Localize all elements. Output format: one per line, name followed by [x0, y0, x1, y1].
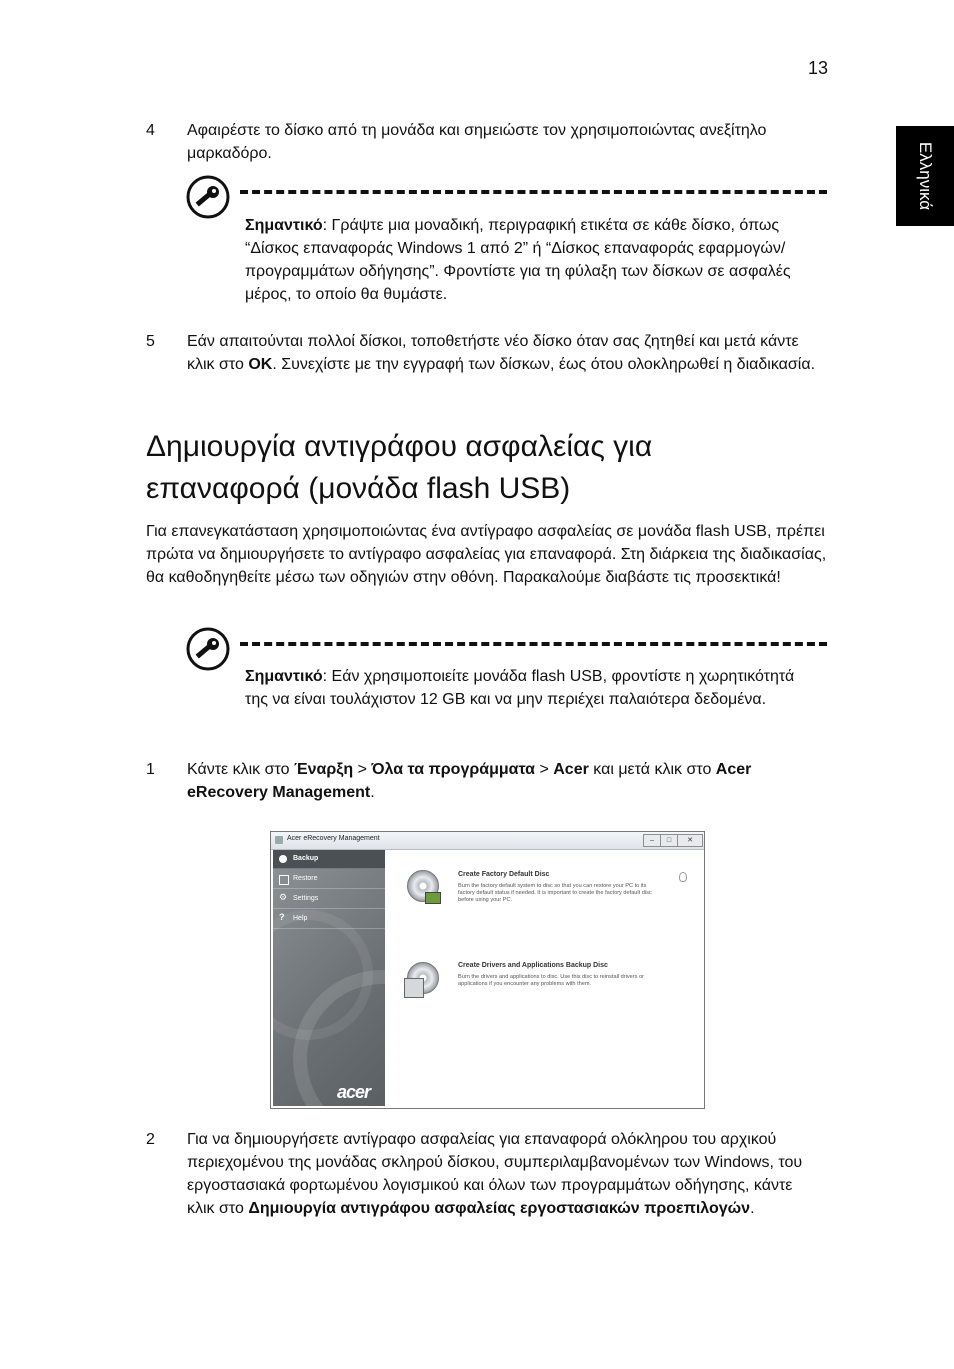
step-1-number: 1: [146, 761, 155, 778]
maximize-button[interactable]: □: [660, 834, 678, 847]
step-1-t2: >: [353, 761, 372, 778]
sidebar-item-help[interactable]: [273, 910, 385, 929]
sidebar-item-settings[interactable]: [273, 890, 385, 909]
step-2-body: Για να δημιουργήσετε αντίγραφο ασφαλείας για επαναφορά ολόκληρου του αρχικού περιεχομένου της μονάδας σκληρού δίσκου, συμπεριλαμβανομένων των Windows, του εργοστασιακά φορτωμένου λογισμικού και όλων των προγραμμάτων οδήγησης, κάντε κλικ στο: [187, 1131, 803, 1217]
step-5-number: 5: [146, 333, 155, 350]
help-icon: ?: [279, 912, 285, 922]
window-title: Acer eRecovery Management: [287, 835, 380, 842]
step-4-number: 4: [146, 122, 155, 139]
app-icon: [275, 836, 283, 844]
sidebar-item-restore[interactable]: [273, 870, 385, 889]
intro-paragraph: Για επανεγκατάσταση χρησιμοποιώντας ένα αντίγραφο ασφαλείας σε μονάδα flash USB, πρέπει πρώτα να δημιουργήσετε το αντίγραφο ασφαλείας για επαναφορά. Στη διάρκεια της διαδικασίας, θα καθοδηγηθείτε μέσω των οδηγιών στην οθόνη. Παρακαλούμε διαβάστε τις προσεκτικά!: [146, 523, 827, 586]
note-divider: [240, 642, 827, 646]
option-factory-desc: Burn the factory default system to disc so that you can restore your PC to its factory default status if needed. It is important to create the factory default disc before using your PC.: [458, 883, 652, 903]
close-button[interactable]: ✕: [677, 834, 703, 847]
step-1-t3: >: [535, 761, 554, 778]
section-heading-line-1: Δημιουργία αντιγράφου ασφαλείας για: [146, 430, 653, 463]
key-icon: [186, 627, 230, 671]
note-1: [245, 214, 817, 306]
note-2-text: : Εάν χρησιμοποιείτε μονάδα flash USB, φροντίστε η χωρητικότητά της να είναι τουλάχιστον 12 GB και να μην περιέχει παλαιότερα δεδομένα.: [245, 668, 795, 708]
language-tab: [896, 126, 954, 226]
sidebar-item-label: Restore: [293, 875, 318, 882]
sidebar-item-label: Backup: [293, 855, 319, 862]
sidebar-item-backup[interactable]: [273, 850, 385, 869]
page-number: 13: [808, 58, 829, 78]
step-2-text: [187, 1128, 817, 1220]
note-2: [245, 665, 805, 711]
restore-icon: [279, 875, 289, 885]
step-2-number: 2: [146, 1131, 155, 1148]
step-2-end: .: [750, 1200, 755, 1217]
apps-grid-icon: [404, 978, 424, 998]
step-1-acer: Acer: [553, 761, 589, 778]
sidebar: [273, 850, 385, 1106]
step-1-acer-2: Acer: [715, 761, 752, 778]
sidebar-item-label: Settings: [293, 895, 319, 902]
acer-logo: acer: [337, 1082, 371, 1102]
step-1-start: Έναρξη: [293, 761, 354, 778]
step-1-all-programs: Όλα τα προγράμματα: [371, 761, 536, 778]
step-1-t4: και μετά κλικ στο: [588, 761, 716, 778]
factory-pc-icon: [425, 892, 441, 904]
step-1-text: [187, 758, 832, 804]
step-1-t1: Κάντε κλικ στο: [187, 761, 294, 778]
step-5-text-a: Εάν απαιτούνται πολλοί δίσκοι, τοποθετήστε νέο δίσκο όταν σας ζητηθεί και μετά κάντε κλικ στο: [187, 333, 799, 373]
window-titlebar: [271, 832, 704, 850]
option-factory-title[interactable]: Create Factory Default Disc: [458, 871, 550, 878]
section-heading: [146, 426, 846, 510]
content-pane: [385, 850, 702, 1106]
language-tab-label: Ελληνικά: [916, 141, 935, 211]
section-heading-line-2: επαναφορά (μονάδα flash USB): [146, 472, 571, 505]
gear-icon: ⚙: [279, 892, 288, 902]
step-2-bold: Δημιουργία αντιγράφου ασφαλείας εργοστασιακών προεπιλογών: [248, 1200, 751, 1217]
step-5-ok: OK: [248, 356, 273, 373]
note-1-text: : Γράψτε μια μοναδική, περιγραφική ετικέτα σε κάθε δίσκο, όπως “Δίσκος επαναφοράς Windows 1 από 2” ή “Δίσκος επαναφοράς εφαρμογών/προγραμμάτων οδήγησης”. Φροντίστε για τη φύλαξη των δίσκων σε ασφαλές μέρος, το οποίο θα θυμάστε.: [245, 217, 791, 303]
hint-bulb-icon[interactable]: [679, 872, 687, 882]
step-1-erecovery: eRecovery Management: [187, 784, 371, 801]
erecovery-screenshot: [270, 831, 705, 1109]
step-5-text: [187, 330, 827, 376]
note-1-label: Σημαντικό: [245, 217, 323, 234]
step-4-text: Αφαιρέστε το δίσκο από τη μονάδα και σημειώστε τον χρησιμοποιώντας ανεξίτηλο μαρκαδόρο.: [187, 122, 767, 162]
option-drivers-desc: Burn the drivers and applications to disc. Use this disc to reinstall drivers or applications if you encounter any problems with them.: [458, 974, 644, 987]
sidebar-item-label: Help: [293, 915, 308, 922]
minimize-button[interactable]: –: [643, 834, 661, 847]
step-1-t5: .: [370, 784, 375, 801]
note-divider: [240, 190, 827, 194]
note-2-label: Σημαντικό: [245, 668, 323, 685]
option-drivers-title[interactable]: Create Drivers and Applications Backup Disc: [458, 962, 608, 969]
step-5-text-b: . Συνεχίστε με την εγγραφή των δίσκων, έως ότου ολοκληρωθεί η διαδικασία.: [272, 356, 816, 373]
disc-icon: [279, 855, 287, 863]
key-icon: [186, 175, 230, 219]
